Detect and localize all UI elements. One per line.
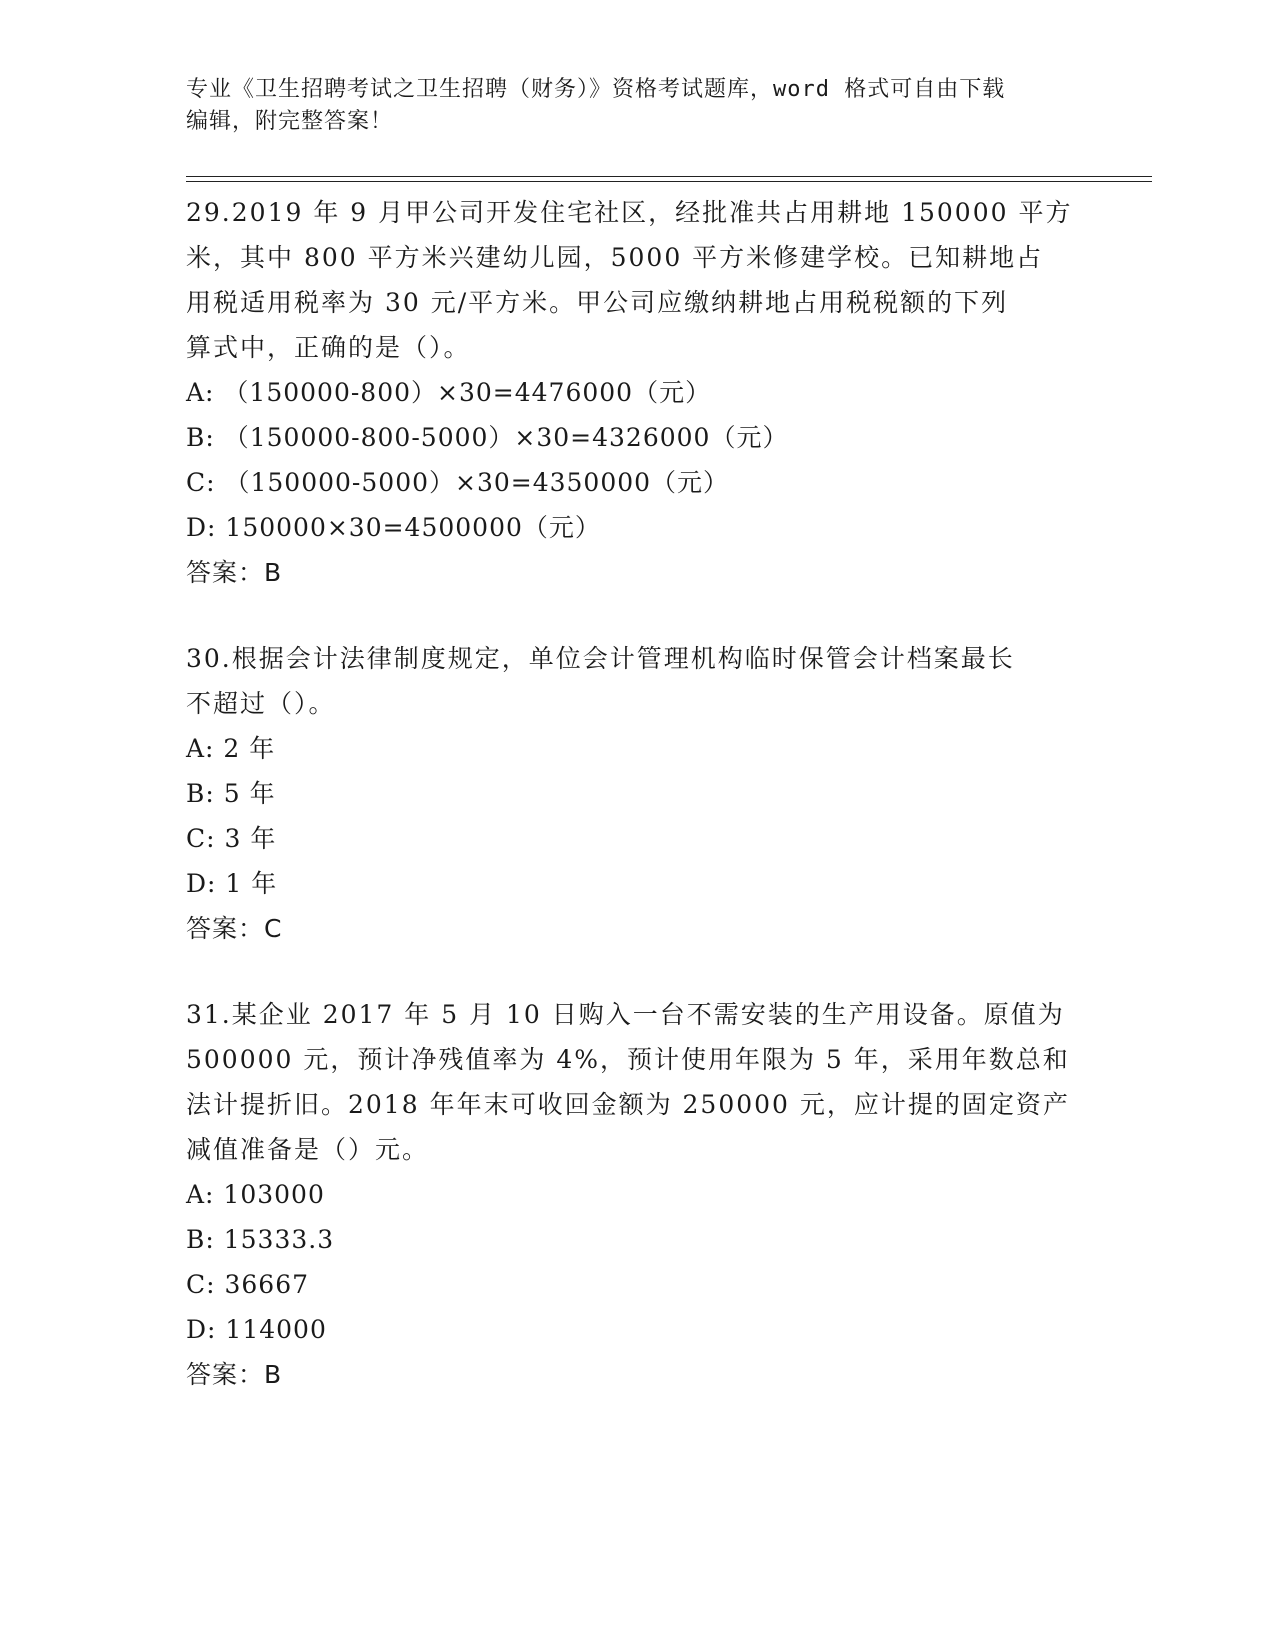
question-29 [186, 190, 1086, 595]
header-line-1: 专业《卫生招聘考试之卫生招聘（财务）》资格考试题库，word 格式可自由下载 [186, 77, 1006, 102]
question-stem-line: 算式中，正确的是（）。 [186, 333, 471, 362]
question-31 [186, 992, 1086, 1397]
option-d: D: 150000×30=4500000（元） [186, 513, 601, 542]
option-d: D: 1 年 [186, 869, 278, 898]
question-stem-line: 500000 元，预计净残值率为 4%，预计使用年限为 5 年，采用年数总和 [186, 1045, 1070, 1074]
option-c: C: （150000-5000）×30=4350000（元） [186, 468, 730, 497]
answer-label: 答案：B [186, 1360, 283, 1389]
header-divider-bottom [186, 181, 1152, 182]
question-list [186, 190, 1086, 1438]
question-stem-line: 29.2019 年 9 月甲公司开发住宅社区，经批准共占用耕地 150000 平方 [186, 198, 1073, 227]
header-line-2: 编辑，附完整答案！ [186, 109, 394, 134]
option-a: A: 2 年 [186, 734, 276, 763]
question-30 [186, 636, 1086, 951]
option-b: B: 5 年 [186, 779, 276, 808]
document-header [186, 74, 1066, 138]
answer-label: 答案：C [186, 914, 283, 943]
question-stem-line: 用税适用税率为 30 元/平方米。甲公司应缴纳耕地占用税税额的下列 [186, 288, 1009, 317]
option-c: C: 3 年 [186, 824, 277, 853]
question-stem-line: 不超过（）。 [186, 689, 336, 718]
option-c: C: 36667 [186, 1270, 310, 1299]
question-stem-line: 30.根据会计法律制度规定，单位会计管理机构临时保管会计档案最长 [186, 644, 1015, 673]
question-stem-line: 米，其中 800 平方米兴建幼儿园，5000 平方米修建学校。已知耕地占 [186, 243, 1044, 272]
header-divider-top [186, 176, 1152, 177]
option-a: A: 103000 [186, 1180, 325, 1209]
option-d: D: 114000 [186, 1315, 327, 1344]
question-stem-line: 31.某企业 2017 年 5 月 10 日购入一台不需安装的生产用设备。原值为 [186, 1000, 1065, 1029]
question-stem-line: 减值准备是（）元。 [186, 1135, 430, 1164]
answer-label: 答案：B [186, 558, 283, 587]
option-a: A: （150000-800）×30=4476000（元） [186, 378, 712, 407]
option-b: B: 15333.3 [186, 1225, 335, 1254]
option-b: B: （150000-800-5000）×30=4326000（元） [186, 423, 789, 452]
question-stem-line: 法计提折旧。2018 年年末可收回金额为 250000 元，应计提的固定资产 [186, 1090, 1070, 1119]
